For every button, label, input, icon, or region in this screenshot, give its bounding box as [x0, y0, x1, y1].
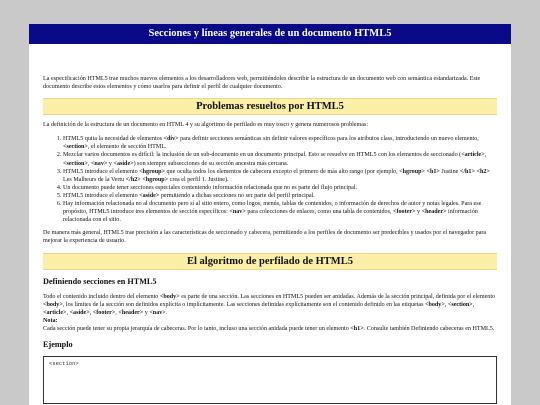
page-title: Secciones y líneas generales de un documento HTML5 — [29, 24, 511, 44]
html-tag: <article> — [461, 152, 485, 159]
html-tag: <hgroup> — [139, 168, 165, 175]
html-tag: <footer> — [393, 209, 416, 216]
example-code-line: <section> — [49, 359, 79, 367]
html-tag: <aside> — [139, 192, 160, 199]
list-item: 3. HTML5 introduce el elemento <hgroup> que oculta todos los elementos de cabecera excepto el primero de más alto rango (por ejemplo, <hgroup> <h1> Justine </h1> <h2> Les Malheurs de la Vertu </h2> <hgroup> crea el perfil 1. Justine). — [63, 168, 497, 184]
example-code-box — [43, 356, 497, 404]
html-tag: </h2> — [125, 176, 141, 183]
html-tag: <hgroup> — [142, 176, 169, 183]
section1-lead: La definición de la estructura de un documento en HTML 4 y su algoritmo de perfilado es muy tosco y genera numerosos problemas: — [43, 122, 369, 129]
html-tag: <h1> — [426, 168, 440, 175]
html-tag: <body> — [43, 301, 63, 308]
html-tag: <h1> — [350, 325, 364, 332]
html-tag: <body> — [424, 301, 445, 308]
list-item: 6. Hay información relacionada no al documento pero sí al sitio entero, como logos, menús, tablas de contenidos, o información de derechos de autor y notas legales. Para ese propósito, HTML5 introduce tres elementos de sección específicos: <nav> para colecciones de enlaces, como una tabla de contenidos, <footer> y <header> información relacionada con el sitio. — [63, 200, 497, 224]
html-tag: <aside> — [113, 160, 134, 167]
html-tag: <header> — [118, 309, 144, 316]
html-tag: <nav> — [149, 309, 166, 316]
note-label: Nota: — [43, 317, 58, 324]
html-tag: <section> — [447, 301, 473, 308]
html-tag: <nav> — [229, 209, 246, 216]
html-tag: <body> — [159, 293, 180, 300]
section-heading-algoritmo: El algoritmo de perfilado de HTML5 — [43, 253, 497, 270]
list-item: 4. Un documento puede tener secciones especiales conteniendo información relacionada que no es parte del flujo principal. — [63, 184, 497, 192]
list-item: 5. HTML5 introduce el elemento <aside> permitiendo a dichas secciones no ser parte del perfil principal. — [63, 192, 497, 200]
note-body: Cada sección puede tener su propia jerarquía de cabeceras. Por lo tanto, incluso una sección anidada puede tener un elemento <h1>. Consulte también Definiendo cabeceras en HTML5. — [43, 325, 495, 332]
example-heading: Ejemplo — [43, 339, 73, 349]
intro-paragraph: La especificación HTML5 trae muchos nuevos elementos a los desarrolladores web, permitiéndoles describir la estructura de un documento web con semántica estandarizada. Este documento describe estos elementos y cómo usarlos para definir el perfil de cualquier documento. — [43, 76, 481, 91]
subheading-definiendo-secciones: Definiendo secciones en HTML5 — [43, 276, 157, 286]
section-heading-problemas: Problemas resueltos por HTML5 — [43, 98, 497, 115]
html-tag: <article> — [43, 309, 67, 316]
list-item: 2. Mezclar varios documentos es difícil: la inclusión de un sub-documento en un documento principal. Esto se resuelve en HTML5 con los elementos de seccionado (<article>,<section>, <nav> y <aside>) son siempre subsecciones de su sección ancestra más cercana. — [63, 151, 497, 167]
html-tag: <aside> — [69, 309, 90, 316]
html-tag: <section> — [63, 160, 88, 167]
list-item: 1. HTML5 quita la necesidad de elementos <div> para definir secciones semánticas sin definir valores específicos para los atributos class, introduciendo un nuevo elemento, <section>, el elemento de sección HTML. — [63, 135, 497, 151]
html-tag: </h1> — [459, 168, 475, 175]
section1-conclusion: De manera más general, HTML5 trae precisión a las características de seccionado y cabecera, permitiendo a los perfiles de documento ser predecibles y usados por el navegador para mejorar la experiencia de usuario. — [43, 230, 487, 245]
html-tag: <footer> — [92, 309, 116, 316]
html-tag: <nav> — [90, 160, 108, 167]
html-tag: <h2> — [476, 168, 490, 175]
html-tag: <header> — [421, 209, 447, 216]
html-tag: <hgroup> — [399, 168, 425, 175]
problems-list — [43, 135, 497, 224]
html-tag: <div> — [163, 136, 179, 143]
section2-body: Todo el contenido incluido dentro del elemento <body> es parte de una sección. Las secciones en HTML5 pueden ser anidadas. Además de la sección principal, definida por el elemento <body>, los límites de la sección son definidos explícita o implícitamente. Las secciones definidas explícitamente son el contenido definido en las etiquetas <body>, <section>, <article>, <aside>, <footer>, <header> y <nav>. — [43, 293, 496, 316]
html-tag: <section> — [63, 144, 88, 151]
document-page — [29, 24, 511, 405]
